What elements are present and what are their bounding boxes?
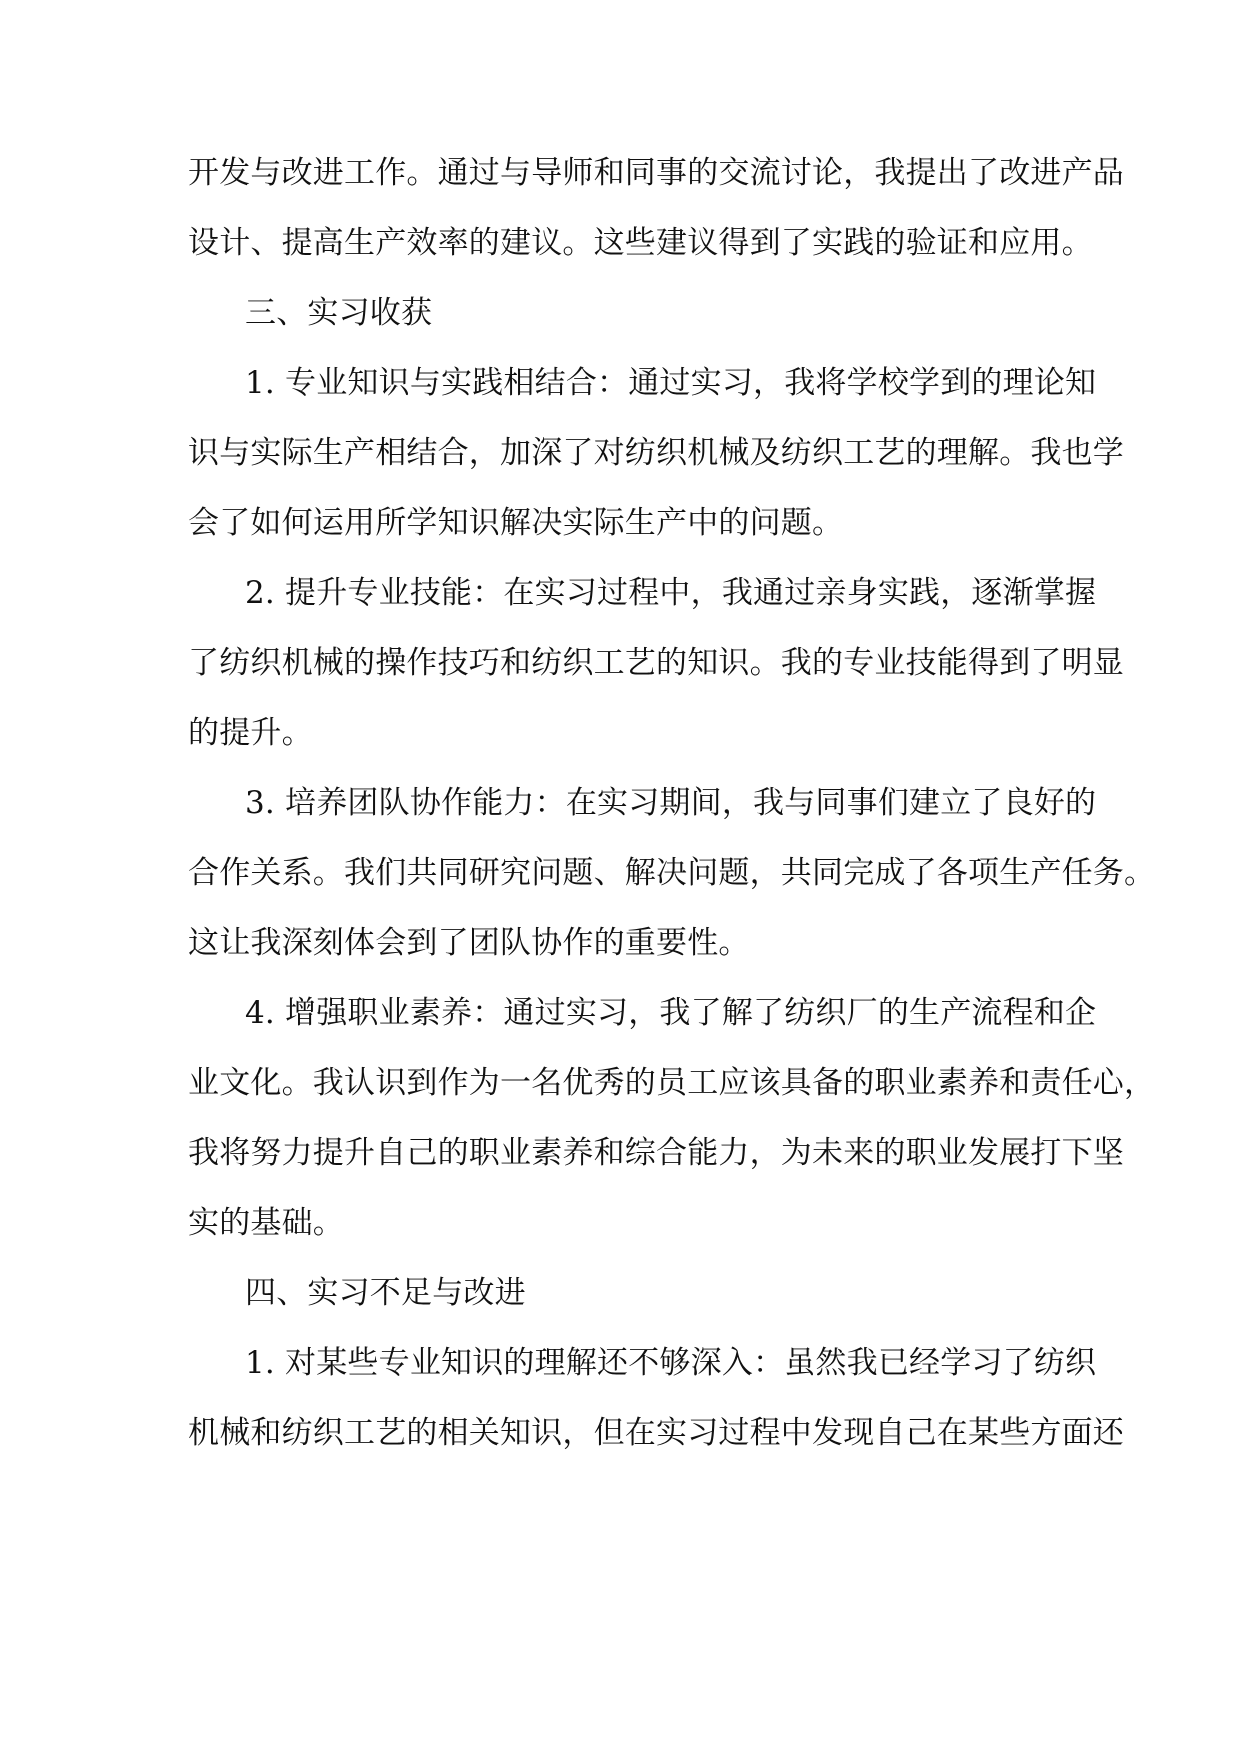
- list-item-4-line-4: 实的基础。: [188, 1205, 344, 1241]
- list-item-3-line-3: 这让我深刻体会到了团队协作的重要性。: [188, 925, 750, 961]
- list-item-5-line-1: 1. 对某些专业知识的理解还不够深入：虽然我已经学习了纺织: [245, 1345, 1097, 1381]
- list-item-4-line-2: 业文化。我认识到作为一名优秀的员工应该具备的职业素养和责任心，: [188, 1065, 1156, 1101]
- list-item-1-line-2: 识与实际生产相结合，加深了对纺织机械及纺织工艺的理解。我也学: [188, 435, 1124, 471]
- section-heading-4: 四、实习不足与改进: [245, 1275, 526, 1311]
- list-item-3-line-1: 3. 培养团队协作能力：在实习期间，我与同事们建立了良好的: [245, 785, 1097, 821]
- list-item-3-line-2: 合作关系。我们共同研究问题、解决问题，共同完成了各项生产任务。: [188, 855, 1156, 891]
- list-item-4-line-3: 我将努力提升自己的职业素养和综合能力，为未来的职业发展打下坚: [188, 1135, 1124, 1171]
- list-item-2-line-2: 了纺织机械的操作技巧和纺织工艺的知识。我的专业技能得到了明显: [188, 645, 1124, 681]
- text-line-2: 设计、提高生产效率的建议。这些建议得到了实践的验证和应用。: [188, 225, 1093, 261]
- list-item-4-line-1: 4. 增强职业素养：通过实习，我了解了纺织厂的生产流程和企: [245, 995, 1097, 1031]
- list-item-1-line-3: 会了如何运用所学知识解决实际生产中的问题。: [188, 505, 844, 541]
- list-item-1-line-1: 1. 专业知识与实践相结合：通过实习，我将学校学到的理论知: [245, 365, 1097, 401]
- section-heading-3: 三、实习收获: [245, 295, 433, 331]
- list-item-2-line-3: 的提升。: [188, 715, 313, 751]
- list-item-5-line-2: 机械和纺织工艺的相关知识，但在实习过程中发现自己在某些方面还: [188, 1415, 1124, 1451]
- text-line-1: 开发与改进工作。通过与导师和同事的交流讨论，我提出了改进产品: [188, 155, 1124, 191]
- list-item-2-line-1: 2. 提升专业技能：在实习过程中，我通过亲身实践，逐渐掌握: [245, 575, 1097, 611]
